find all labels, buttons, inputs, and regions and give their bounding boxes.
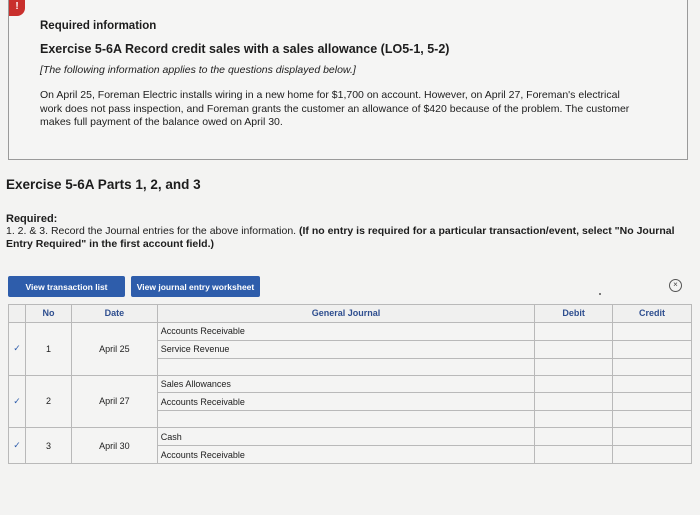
credit-field[interactable] xyxy=(613,322,692,340)
debit-field[interactable] xyxy=(535,340,613,358)
account-field[interactable] xyxy=(157,411,534,428)
entry-no: 3 xyxy=(25,428,71,464)
entry-no: 1 xyxy=(25,322,71,375)
entry-date[interactable]: April 27 xyxy=(71,375,157,428)
info-heading: Required information xyxy=(40,20,157,32)
alert-icon: ! xyxy=(9,0,25,16)
account-field[interactable]: Accounts Receivable xyxy=(157,322,534,340)
credit-field[interactable] xyxy=(613,446,692,464)
header-date: Date xyxy=(71,305,157,323)
account-field[interactable]: Accounts Receivable xyxy=(157,393,534,411)
table-row xyxy=(9,322,692,340)
account-field[interactable]: Service Revenue xyxy=(157,340,534,358)
check-icon[interactable]: ✓ xyxy=(9,375,26,428)
account-field[interactable]: Sales Allowances xyxy=(157,375,534,393)
credit-field[interactable] xyxy=(613,393,692,411)
debit-field[interactable] xyxy=(535,375,613,393)
view-journal-worksheet-button[interactable]: View journal entry worksheet xyxy=(131,276,260,297)
table-header-row xyxy=(9,305,692,323)
required-label: Required: xyxy=(6,213,58,225)
cursor-dot xyxy=(599,293,601,295)
debit-field[interactable] xyxy=(535,393,613,411)
header-check xyxy=(9,305,26,323)
required-information-box xyxy=(8,0,688,160)
entry-date[interactable]: April 25 xyxy=(71,322,157,375)
debit-field[interactable] xyxy=(535,322,613,340)
debit-field[interactable] xyxy=(535,428,613,446)
header-no: No xyxy=(25,305,71,323)
table-row xyxy=(9,375,692,393)
credit-field[interactable] xyxy=(613,340,692,358)
problem-description: On April 25, Foreman Electric installs wiring in a new home for $1,700 on account. However, on April 27, Foreman's electrical work does not pass inspection, and Foreman grants the customer an allowance of $420 because of the problem. The customer makes full payment of the balance owed on April 30. xyxy=(40,89,630,128)
required-text-plain: 1. 2. & 3. Record the Journal entries for the above information. xyxy=(6,225,297,237)
required-text-bold: (If no entry is required for a particular transaction/event, select "No Journal Entry Required" in the first account field.) xyxy=(6,225,675,250)
entry-date[interactable]: April 30 xyxy=(71,428,157,464)
check-icon[interactable]: ✓ xyxy=(9,322,26,375)
header-debit: Debit xyxy=(535,305,613,323)
debit-field[interactable] xyxy=(535,358,613,375)
credit-field[interactable] xyxy=(613,428,692,446)
header-credit: Credit xyxy=(613,305,692,323)
account-field[interactable]: Cash xyxy=(157,428,534,446)
account-field[interactable] xyxy=(157,358,534,375)
credit-field[interactable] xyxy=(613,411,692,428)
view-transaction-list-button[interactable]: View transaction list xyxy=(8,276,125,297)
entry-no: 2 xyxy=(25,375,71,428)
header-general-journal: General Journal xyxy=(157,305,534,323)
account-field[interactable]: Accounts Receivable xyxy=(157,446,534,464)
parts-title: Exercise 5-6A Parts 1, 2, and 3 xyxy=(6,177,201,192)
journal-table xyxy=(8,304,692,464)
debit-field[interactable] xyxy=(535,411,613,428)
table-row xyxy=(9,428,692,446)
exercise-title: Exercise 5-6A Record credit sales with a sales allowance (LO5-1, 5-2) xyxy=(40,42,450,56)
close-icon[interactable]: × xyxy=(669,279,682,292)
check-icon[interactable]: ✓ xyxy=(9,428,26,464)
info-note: [The following information applies to the questions displayed below.] xyxy=(40,64,356,76)
required-instructions xyxy=(6,225,696,251)
credit-field[interactable] xyxy=(613,358,692,375)
debit-field[interactable] xyxy=(535,446,613,464)
credit-field[interactable] xyxy=(613,375,692,393)
